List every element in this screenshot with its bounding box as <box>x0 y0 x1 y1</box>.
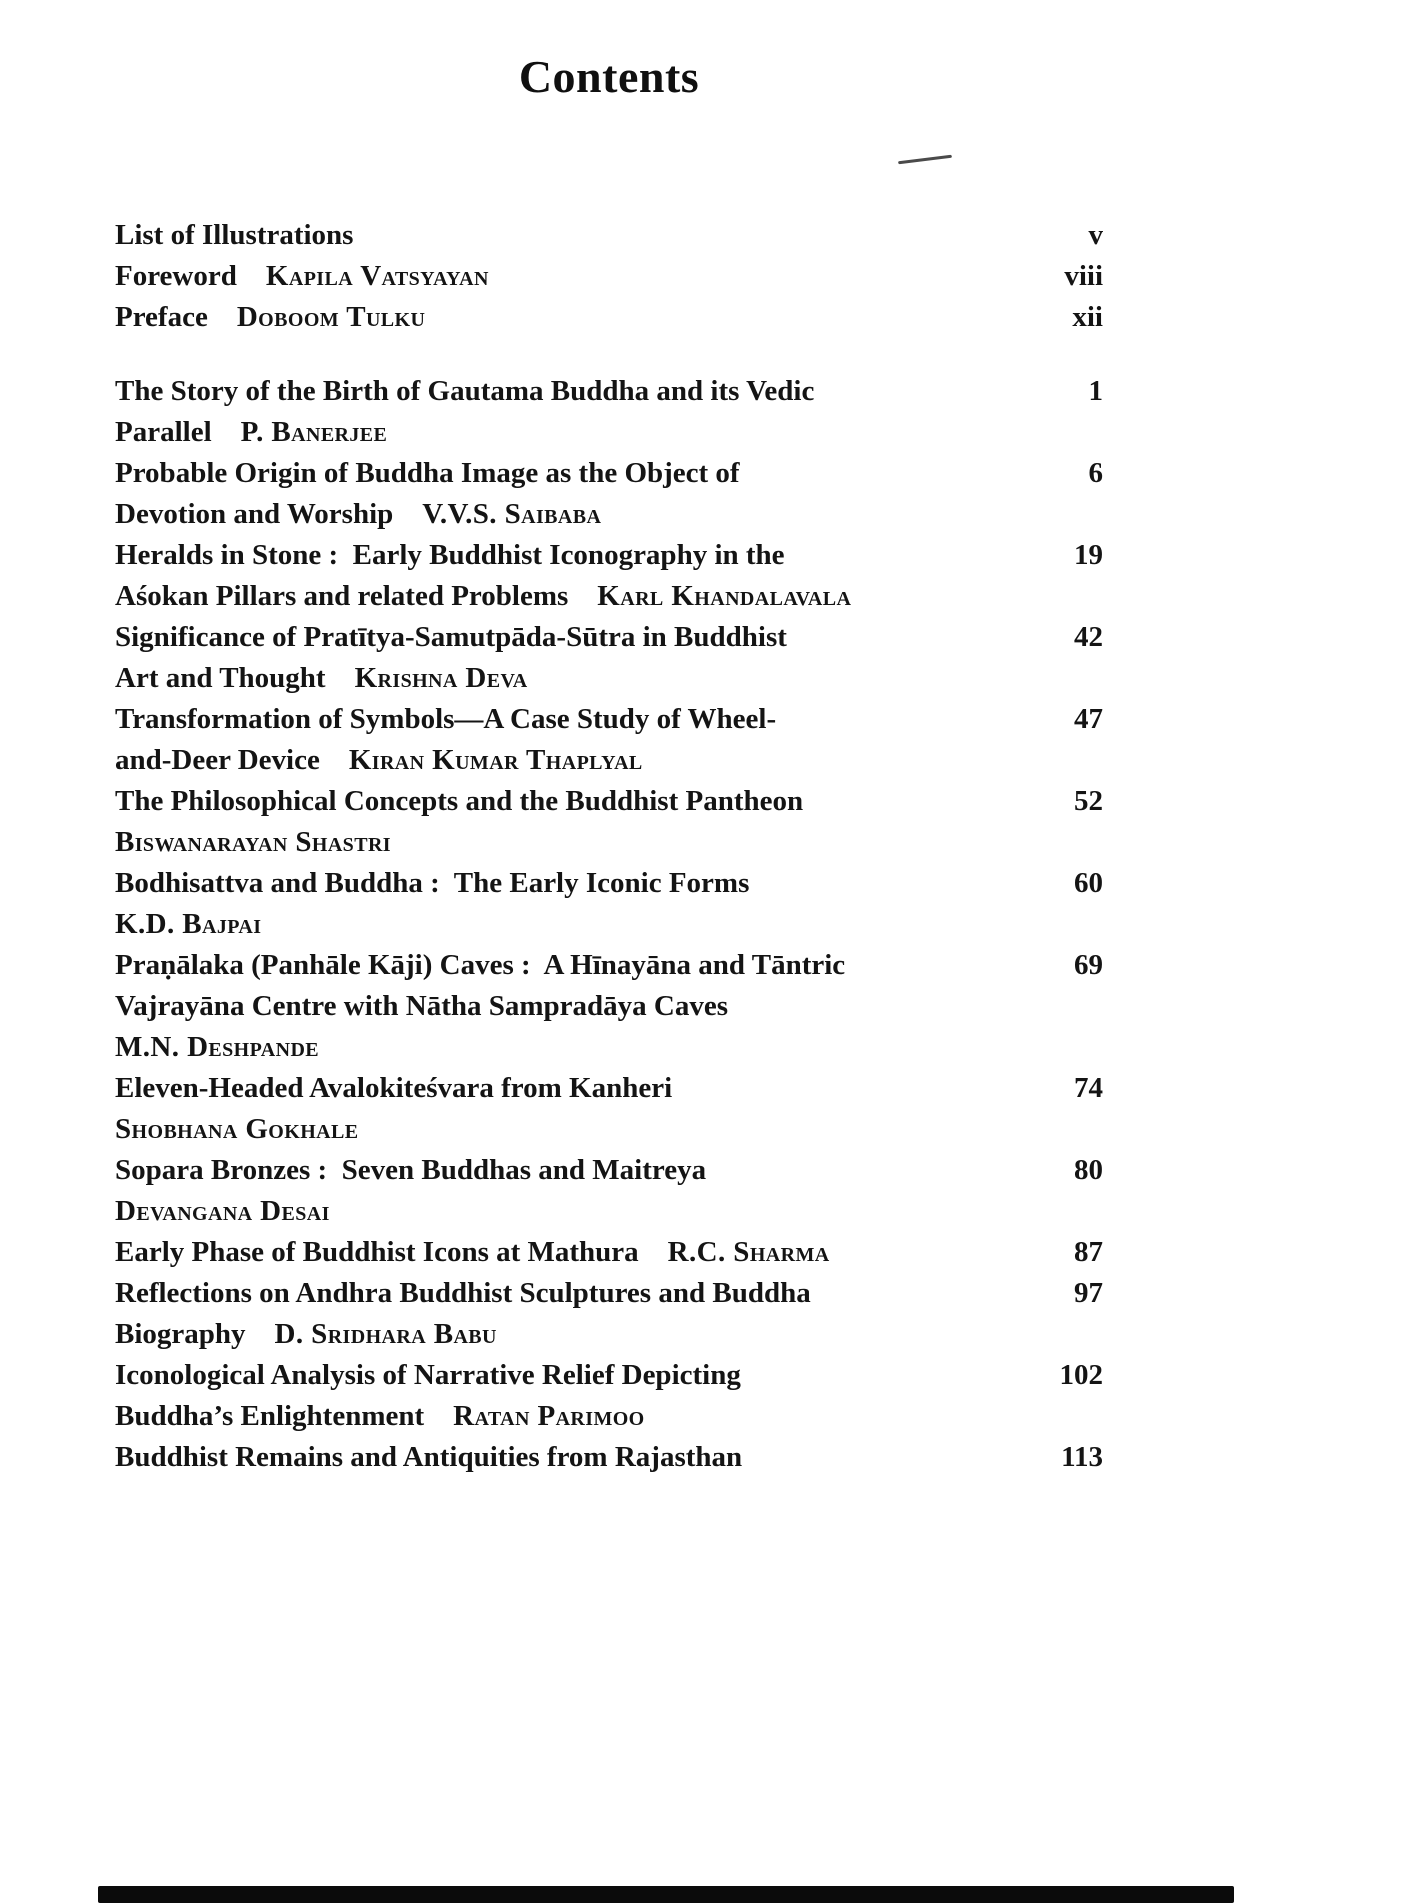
toc-line <box>115 1232 1103 1273</box>
author-name: R.C. Sharma <box>667 1236 830 1268</box>
entry-title-text: Foreword <box>115 260 266 292</box>
toc-line-text <box>115 1273 1054 1314</box>
entry-title-text: Iconological Analysis of Narrative Relief Depicting <box>115 1359 741 1391</box>
toc-line-text <box>115 494 1083 535</box>
toc-line <box>115 945 1103 986</box>
entry-title-text: Aśokan Pillars and related Problems <box>115 580 598 612</box>
author-name: Doboom Tulku <box>236 301 426 333</box>
toc-line <box>115 576 1103 617</box>
page-number: 42 <box>1074 621 1103 653</box>
toc-line-text <box>115 1109 1083 1150</box>
author-name: Karl Khandalavala <box>597 580 852 612</box>
entry-title-text: Heralds in Stone : Early Buddhist Iconography in the <box>115 539 785 571</box>
page-number: viii <box>1064 260 1103 292</box>
toc-line-text <box>115 453 1069 494</box>
page-number: 87 <box>1074 1236 1103 1268</box>
toc-line <box>115 617 1103 658</box>
toc-line <box>115 986 1103 1027</box>
toc-line <box>115 215 1103 256</box>
entry-title-text: Parallel <box>115 416 241 448</box>
toc-line <box>115 1068 1103 1109</box>
author-name: V.V.S. Saibaba <box>422 498 602 530</box>
toc-line-text <box>115 781 1054 822</box>
toc-line-text <box>115 1232 1054 1273</box>
entry-title-text: and-Deer Device <box>115 744 349 776</box>
toc-line <box>115 1109 1103 1150</box>
toc-line-text <box>115 986 1083 1027</box>
author-name: Shobhana Gokhale <box>115 1113 359 1145</box>
toc-line-text <box>115 1396 1083 1437</box>
page-number: 80 <box>1074 1154 1103 1186</box>
author-name: K.D. Bajpai <box>115 908 262 940</box>
page-number: 6 <box>1088 457 1103 489</box>
page-number: 19 <box>1074 539 1103 571</box>
toc-line-text <box>115 1150 1054 1191</box>
page-number: xii <box>1072 301 1103 333</box>
author-name: Ratan Parimoo <box>453 1400 645 1432</box>
toc-line-text <box>115 863 1054 904</box>
toc-line-text <box>115 822 1083 863</box>
page-number: 113 <box>1061 1441 1103 1473</box>
toc-line <box>115 1150 1103 1191</box>
entry-title-text: Bodhisattva and Buddha : The Early Iconic Forms <box>115 867 750 899</box>
entry-title-text: Preface <box>115 301 237 333</box>
toc-line <box>115 699 1103 740</box>
toc-line-text <box>115 658 1083 699</box>
toc-line <box>115 740 1103 781</box>
page-number: 102 <box>1059 1359 1103 1391</box>
toc-line-text <box>115 412 1083 453</box>
author-name: D. Sridhara Babu <box>274 1318 497 1350</box>
table-of-contents <box>115 215 1103 1478</box>
page-title: Contents <box>518 51 700 102</box>
page-content <box>115 0 1103 1478</box>
toc-line-text <box>115 371 1069 412</box>
entry-title-text: Probable Origin of Buddha Image as the Object of <box>115 457 740 489</box>
toc-line-text <box>115 1068 1054 1109</box>
toc-line <box>115 1355 1103 1396</box>
toc-line <box>115 1027 1103 1068</box>
page-number: 47 <box>1074 703 1103 735</box>
toc-line <box>115 822 1103 863</box>
toc-line-text <box>115 1191 1083 1232</box>
author-name: Krishna Deva <box>354 662 528 694</box>
toc-line-text <box>115 1437 1041 1478</box>
author-name: P. Banerjee <box>240 416 388 448</box>
entry-title-text: The Philosophical Concepts and the Buddhist Pantheon <box>115 785 804 817</box>
toc-line <box>115 1191 1103 1232</box>
toc-line <box>115 658 1103 699</box>
toc-line <box>115 256 1103 297</box>
toc-line <box>115 781 1103 822</box>
toc-line <box>115 412 1103 453</box>
toc-line-text <box>115 297 1052 338</box>
toc-line-text <box>115 740 1083 781</box>
entry-title-text: List of Illustrations <box>115 219 354 251</box>
toc-line <box>115 1314 1103 1355</box>
entry-title-text: Devotion and Worship <box>115 498 423 530</box>
author-name: M.N. Deshpande <box>115 1031 320 1063</box>
entry-title-text: Reflections on Andhra Buddhist Sculptures and Buddha <box>115 1277 811 1309</box>
entry-title-text: Early Phase of Buddhist Icons at Mathura <box>115 1236 668 1268</box>
toc-line-text <box>115 215 1069 256</box>
toc-line-text <box>115 1314 1083 1355</box>
entry-title-text: Praṇālaka (Panhāle Kāji) Caves : A Hīnayāna and Tāntric <box>115 949 846 981</box>
page-number: v <box>1088 219 1103 251</box>
toc-line-text <box>115 904 1083 945</box>
toc-line <box>115 1437 1103 1478</box>
toc-line <box>115 297 1103 338</box>
author-name: Biswanarayan Shastri <box>115 826 391 858</box>
entry-title-text: Transformation of Symbols—A Case Study of Wheel- <box>115 703 777 735</box>
toc-line-text <box>115 699 1054 740</box>
page-number: 97 <box>1074 1277 1103 1309</box>
toc-line-text <box>115 535 1054 576</box>
entry-title-text: Eleven-Headed Avalokiteśvara from Kanheri <box>115 1072 673 1104</box>
toc-line-text <box>115 1355 1040 1396</box>
entry-title-text: Sopara Bronzes : Seven Buddhas and Maitreya <box>115 1154 707 1186</box>
scan-artifact-bottom-bar <box>98 1886 1234 1903</box>
toc-line <box>115 904 1103 945</box>
toc-line-text <box>115 256 1044 297</box>
toc-line-text <box>115 617 1054 658</box>
toc-line <box>115 453 1103 494</box>
page-number: 69 <box>1074 949 1103 981</box>
toc-line <box>115 371 1103 412</box>
toc-line <box>115 1273 1103 1314</box>
toc-line-text <box>115 576 1083 617</box>
page-number: 1 <box>1088 375 1103 407</box>
page-number: 52 <box>1074 785 1103 817</box>
page-number: 74 <box>1074 1072 1103 1104</box>
toc-line <box>115 535 1103 576</box>
toc-line <box>115 863 1103 904</box>
toc-line <box>115 1396 1103 1437</box>
entry-title-text: Biography <box>115 1318 275 1350</box>
entry-title-text: Significance of Pratītya-Samutpāda-Sūtra in Buddhist <box>115 621 787 653</box>
author-name: Devangana Desai <box>115 1195 330 1227</box>
toc-line-text <box>115 1027 1083 1068</box>
toc-line <box>115 494 1103 535</box>
entry-title-text: Vajrayāna Centre with Nātha Sampradāya Caves <box>115 990 729 1022</box>
entry-title-text: Art and Thought <box>115 662 355 694</box>
toc-line-text <box>115 945 1054 986</box>
page-number: 60 <box>1074 867 1103 899</box>
author-name: Kiran Kumar Thaplyal <box>348 744 643 776</box>
entry-title-text: The Story of the Birth of Gautama Buddha and its Vedic <box>115 375 815 407</box>
author-name: Kapila Vatsyayan <box>265 260 489 292</box>
entry-title-text: Buddhist Remains and Antiquities from Rajasthan <box>115 1441 743 1473</box>
entry-title-text: Buddha’s Enlightenment <box>115 1400 454 1432</box>
